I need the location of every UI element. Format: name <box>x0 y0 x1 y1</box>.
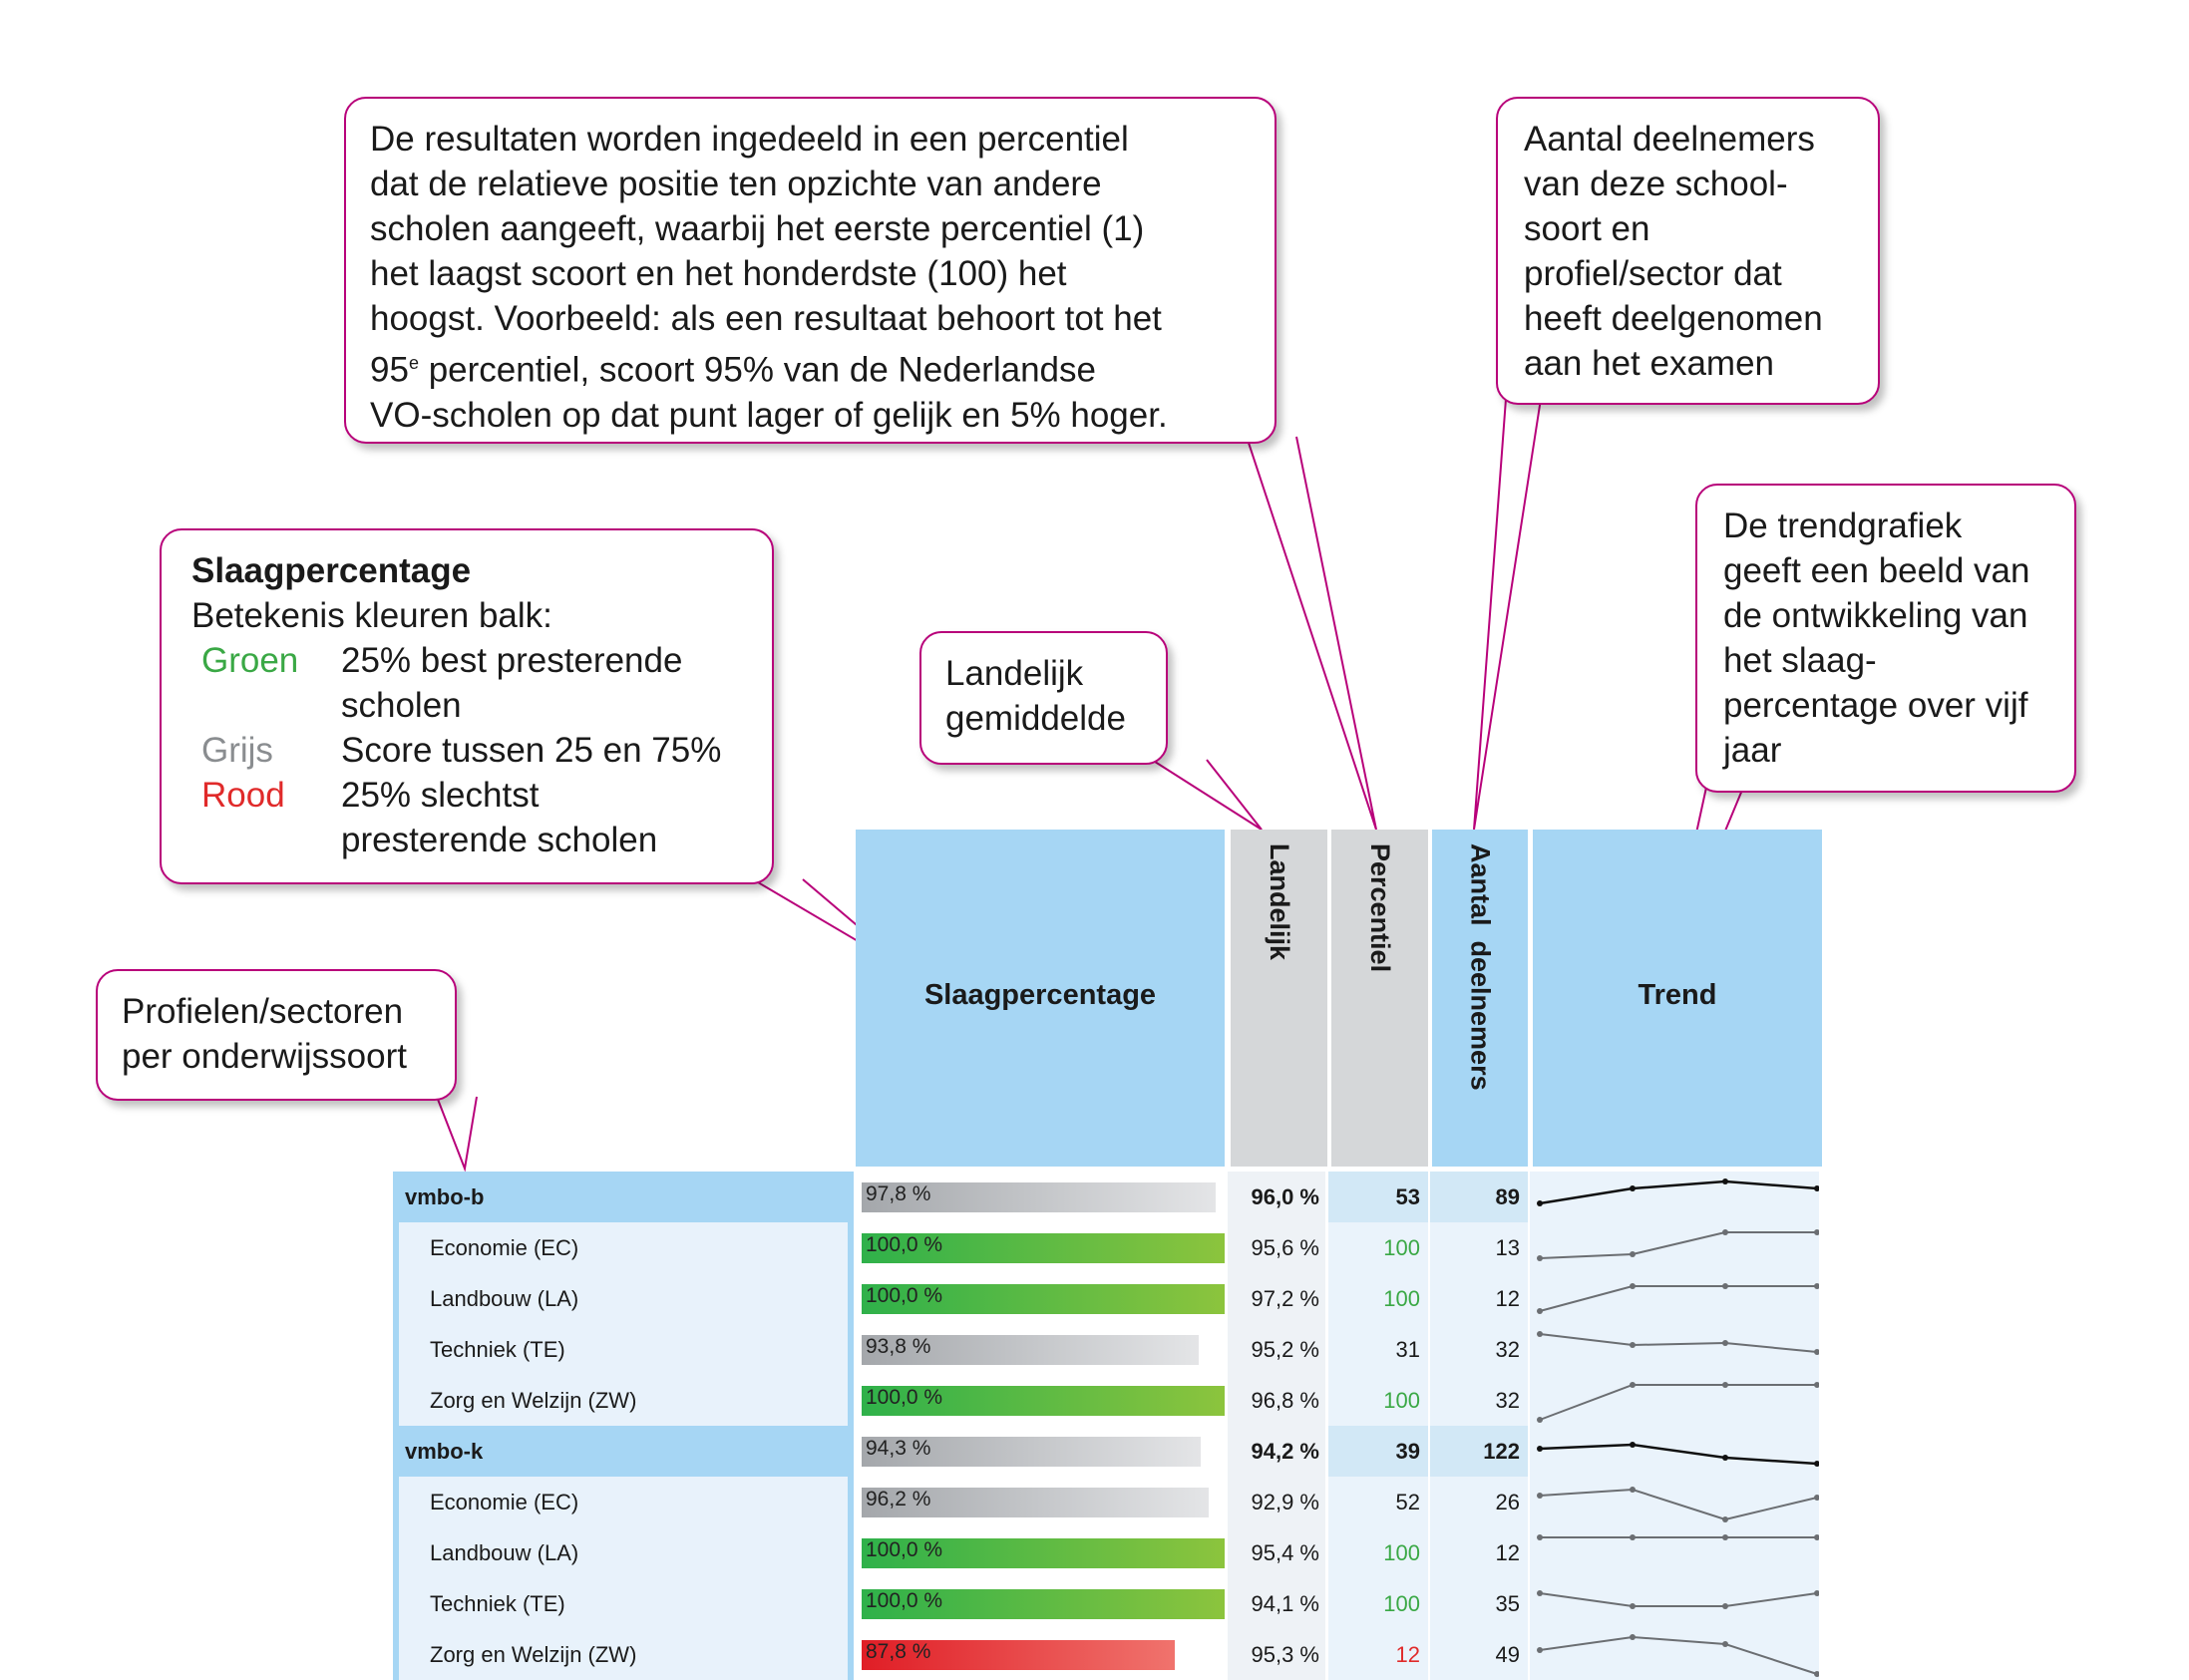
percentiel-callout-line: het laagst scoort en het honderdste (100) het <box>370 254 1067 293</box>
landelijk-callout-line: Landelijk <box>945 654 1084 693</box>
trend-line <box>1540 1445 1817 1464</box>
trend-line-chart <box>1530 1375 1819 1426</box>
trend-point <box>1630 1534 1636 1540</box>
trend-callout-line: jaar <box>1723 731 1782 770</box>
slaagpercentage-callout <box>160 528 774 884</box>
slaag-bar-cell <box>856 1426 1225 1477</box>
row-label <box>393 1273 854 1324</box>
trend-point <box>1722 1455 1728 1461</box>
trend-point <box>1722 1516 1728 1522</box>
header-trend-label: Trend <box>1638 979 1717 1011</box>
landelijk-value: 96,0 % <box>1228 1172 1325 1222</box>
slaag-bar: 100,0 % <box>862 1589 1225 1619</box>
trend-point <box>1814 1283 1819 1289</box>
trend-line <box>1540 1593 1817 1606</box>
trend-sparkline <box>1530 1172 1819 1222</box>
trend-callout-line: het slaag- <box>1723 641 1877 680</box>
row-label-text: Economie (EC) <box>399 1477 848 1527</box>
profielen-callout-line: Profielen/sectoren <box>122 992 404 1031</box>
header-landelijk <box>1231 830 1327 1167</box>
trend-point <box>1630 1342 1636 1348</box>
legend-text-groen-1: 25% best presterende <box>341 641 683 680</box>
slaag-bar: 100,0 % <box>862 1233 1225 1263</box>
landelijk-callout <box>919 631 1168 765</box>
trend-point <box>1537 1308 1543 1314</box>
trend-callout <box>1695 484 2076 793</box>
percentiel-value: 31 <box>1328 1324 1428 1375</box>
profielen-callout <box>96 969 457 1101</box>
slaag-bar: 97,8 % <box>862 1182 1216 1212</box>
trend-line <box>1540 1385 1817 1420</box>
percentiel-value: 100 <box>1328 1375 1428 1426</box>
trend-line <box>1540 1490 1817 1519</box>
table-row <box>0 1222 2189 1273</box>
row-label <box>393 1222 854 1273</box>
header-percentiel-label: Percentiel <box>1365 843 1395 973</box>
trend-point <box>1630 1251 1636 1257</box>
header-slaagpercentage-label: Slaagpercentage <box>923 979 1157 1011</box>
table-row <box>0 1172 2189 1222</box>
trend-line-chart <box>1530 1324 1819 1375</box>
slaag-bar: 100,0 % <box>862 1538 1225 1568</box>
trend-sparkline <box>1530 1527 1819 1578</box>
slaag-bar: 100,0 % <box>862 1386 1225 1416</box>
table-row <box>0 1375 2189 1426</box>
trend-sparkline <box>1530 1629 1819 1680</box>
percentiel-value: 100 <box>1328 1273 1428 1324</box>
landelijk-value: 94,2 % <box>1228 1426 1325 1477</box>
aantal-callout-line: aan het examen <box>1524 344 1775 383</box>
trend-line-chart <box>1530 1477 1819 1527</box>
trend-point <box>1630 1603 1636 1609</box>
aantal-value: 13 <box>1430 1222 1528 1273</box>
trend-point <box>1722 1641 1728 1647</box>
trend-line-chart <box>1530 1222 1819 1273</box>
landelijk-value: 94,1 % <box>1228 1578 1325 1629</box>
percentiel-callout-line <box>370 341 1251 393</box>
aantal-value: 32 <box>1430 1324 1528 1375</box>
row-label <box>393 1629 854 1680</box>
trend-point <box>1630 1487 1636 1493</box>
aantal-value: 32 <box>1430 1375 1528 1426</box>
trend-sparkline <box>1530 1477 1819 1527</box>
row-label-text: Zorg en Welzijn (ZW) <box>399 1629 848 1680</box>
trend-sparkline <box>1530 1222 1819 1273</box>
percentiel-value: 39 <box>1328 1426 1428 1477</box>
percentiel-value: 100 <box>1328 1578 1428 1629</box>
row-label-text: Landbouw (LA) <box>399 1273 848 1324</box>
percentiel-callout <box>344 97 1277 444</box>
landelijk-value: 95,6 % <box>1228 1222 1325 1273</box>
trend-callout-line: de ontwikkeling van <box>1723 596 2028 635</box>
aantal-value: 12 <box>1430 1273 1528 1324</box>
table-row <box>0 1578 2189 1629</box>
table-row <box>0 1629 2189 1680</box>
aantal-callout-line: profiel/sector dat <box>1524 254 1782 293</box>
trend-point <box>1537 1417 1543 1423</box>
legend-grijs <box>191 728 742 773</box>
row-label-text: Techniek (TE) <box>399 1324 848 1375</box>
trend-callout-line: percentage over vijf <box>1723 686 2028 725</box>
trend-point <box>1814 1461 1819 1467</box>
row-label-text: Landbouw (LA) <box>399 1527 848 1578</box>
table-row <box>0 1527 2189 1578</box>
trend-point <box>1722 1534 1728 1540</box>
header-aantal-deelnemers <box>1432 830 1528 1167</box>
landelijk-value: 95,2 % <box>1228 1324 1325 1375</box>
percentiel-callout-line: hoogst. Voorbeeld: als een resultaat behoort tot het <box>370 299 1162 338</box>
legend-groen <box>191 638 742 728</box>
legend-name-groen: Groen <box>201 641 299 680</box>
legend-text-rood-1: 25% slechtst <box>341 776 540 815</box>
trend-callout-line: geeft een beeld van <box>1723 551 2030 590</box>
trend-point <box>1814 1590 1819 1596</box>
aantal-value: 89 <box>1430 1172 1528 1222</box>
slaag-bar: 87,8 % <box>862 1640 1175 1670</box>
trend-point <box>1814 1382 1819 1388</box>
slaag-bar-cell <box>856 1324 1225 1375</box>
trend-line <box>1540 1232 1817 1258</box>
slaag-bar-cell <box>856 1527 1225 1578</box>
slaag-bar-cell <box>856 1578 1225 1629</box>
slaag-bar-cell <box>856 1172 1225 1222</box>
trend-callout-line: De trendgrafiek <box>1723 506 1963 545</box>
table-row <box>0 1324 2189 1375</box>
slaag-bar-cell <box>856 1477 1225 1527</box>
trend-line <box>1540 1286 1817 1311</box>
trend-point <box>1722 1283 1728 1289</box>
trend-point <box>1722 1178 1728 1184</box>
aantal-value: 49 <box>1430 1629 1528 1680</box>
header-trend <box>1533 830 1822 1167</box>
trend-line-chart <box>1530 1629 1819 1680</box>
aantal-value: 35 <box>1430 1578 1528 1629</box>
table-row <box>0 1477 2189 1527</box>
trend-point <box>1537 1446 1543 1452</box>
table-row <box>0 1273 2189 1324</box>
percentiel-callout-line: scholen aangeeft, waarbij het eerste percentiel (1) <box>370 209 1145 248</box>
slaag-bar-cell <box>856 1375 1225 1426</box>
landelijk-value: 95,3 % <box>1228 1629 1325 1680</box>
header-aantal-deelnemers-label: Aantal deelnemers <box>1465 843 1496 1091</box>
table-row <box>0 1426 2189 1477</box>
slaag-bar: 96,2 % <box>862 1488 1209 1517</box>
row-label: vmbo-b <box>393 1172 854 1222</box>
trend-point <box>1630 1283 1636 1289</box>
percentiel-callout-line: dat de relatieve positie ten opzichte van andere <box>370 165 1102 203</box>
legend-text-grijs-1: Score tussen 25 en 75% <box>341 731 722 770</box>
row-label <box>393 1375 854 1426</box>
trend-sparkline <box>1530 1578 1819 1629</box>
trend-line-chart <box>1530 1172 1819 1222</box>
trend-point <box>1814 1495 1819 1501</box>
trend-point <box>1814 1349 1819 1355</box>
legend-name-grijs: Grijs <box>201 731 273 770</box>
slaag-bar-cell <box>856 1629 1225 1680</box>
slaag-callout-title: Slaagpercentage <box>191 551 472 590</box>
trend-point <box>1814 1534 1819 1540</box>
trend-point <box>1537 1331 1543 1337</box>
trend-point <box>1537 1200 1543 1206</box>
trend-line <box>1540 1637 1817 1674</box>
percentiel-value: 52 <box>1328 1477 1428 1527</box>
legend-name-rood: Rood <box>201 776 285 815</box>
trend-point <box>1722 1603 1728 1609</box>
trend-point <box>1537 1255 1543 1261</box>
slaag-bar: 94,3 % <box>862 1437 1201 1467</box>
trend-point <box>1537 1647 1543 1653</box>
profielen-callout-line: per onderwijssoort <box>122 1037 407 1076</box>
ordinal-rest: percentiel, scoort 95% van de Nederlandse <box>428 350 1096 390</box>
trend-point <box>1630 1185 1636 1191</box>
trend-point <box>1814 1185 1819 1191</box>
row-label <box>393 1578 854 1629</box>
trend-line-chart <box>1530 1578 1819 1629</box>
trend-point <box>1537 1534 1543 1540</box>
row-label-text: Techniek (TE) <box>399 1578 848 1629</box>
trend-point <box>1630 1382 1636 1388</box>
trend-line-chart <box>1530 1426 1819 1477</box>
trend-point <box>1630 1442 1636 1448</box>
row-label: vmbo-k <box>393 1426 854 1477</box>
aantal-callout-line: heeft deelgenomen <box>1524 299 1823 338</box>
trend-point <box>1814 1671 1819 1677</box>
percentiel-value: 12 <box>1328 1629 1428 1680</box>
legend-text-groen-2: scholen <box>341 686 462 725</box>
slaag-bar: 100,0 % <box>862 1284 1225 1314</box>
percentiel-value: 53 <box>1328 1172 1428 1222</box>
row-label <box>393 1477 854 1527</box>
legend-text-rood-2: presterende scholen <box>341 821 658 859</box>
trend-point <box>1722 1340 1728 1346</box>
percentiel-value: 100 <box>1328 1222 1428 1273</box>
aantal-callout-line: Aantal deelnemers <box>1524 120 1815 159</box>
row-label <box>393 1324 854 1375</box>
landelijk-value: 96,8 % <box>1228 1375 1325 1426</box>
aantal-callout-line: van deze school- <box>1524 165 1788 203</box>
ordinal-number: 95 <box>370 350 409 390</box>
trend-point <box>1537 1493 1543 1499</box>
slaag-bar-cell <box>856 1273 1225 1324</box>
landelijk-value: 92,9 % <box>1228 1477 1325 1527</box>
legend-rood <box>191 773 742 862</box>
ordinal-suffix: e <box>408 353 419 373</box>
trend-sparkline <box>1530 1375 1819 1426</box>
aantal-value: 26 <box>1430 1477 1528 1527</box>
row-label-text: Zorg en Welzijn (ZW) <box>399 1375 848 1426</box>
slaag-bar: 93,8 % <box>862 1335 1199 1365</box>
trend-sparkline <box>1530 1273 1819 1324</box>
trend-point <box>1630 1634 1636 1640</box>
trend-line <box>1540 1181 1817 1203</box>
aantal-callout-line: soort en <box>1524 209 1650 248</box>
percentiel-value: 100 <box>1328 1527 1428 1578</box>
trend-point <box>1722 1229 1728 1235</box>
aantal-callout <box>1496 97 1880 405</box>
trend-sparkline <box>1530 1426 1819 1477</box>
aantal-value: 12 <box>1430 1527 1528 1578</box>
landelijk-callout-line: gemiddelde <box>945 699 1126 738</box>
slaag-callout-subtitle: Betekenis kleuren balk: <box>191 596 552 635</box>
slaag-bar-cell <box>856 1222 1225 1273</box>
row-label <box>393 1527 854 1578</box>
header-landelijk-label: Landelijk <box>1265 843 1294 961</box>
trend-sparkline <box>1530 1324 1819 1375</box>
trend-point <box>1722 1382 1728 1388</box>
landelijk-value: 97,2 % <box>1228 1273 1325 1324</box>
trend-line-chart <box>1530 1273 1819 1324</box>
row-label-text: Economie (EC) <box>399 1222 848 1273</box>
trend-point <box>1814 1229 1819 1235</box>
percentiel-callout-line: VO-scholen op dat punt lager of gelijk en 5% hoger. <box>370 395 1168 435</box>
trend-line-chart <box>1530 1527 1819 1578</box>
header-percentiel <box>1331 830 1428 1167</box>
header-slaagpercentage <box>856 830 1225 1167</box>
landelijk-value: 95,4 % <box>1228 1527 1325 1578</box>
percentiel-callout-line: De resultaten worden ingedeeld in een percentiel <box>370 120 1129 159</box>
trend-line <box>1540 1334 1817 1352</box>
aantal-value: 122 <box>1430 1426 1528 1477</box>
trend-point <box>1537 1590 1543 1596</box>
